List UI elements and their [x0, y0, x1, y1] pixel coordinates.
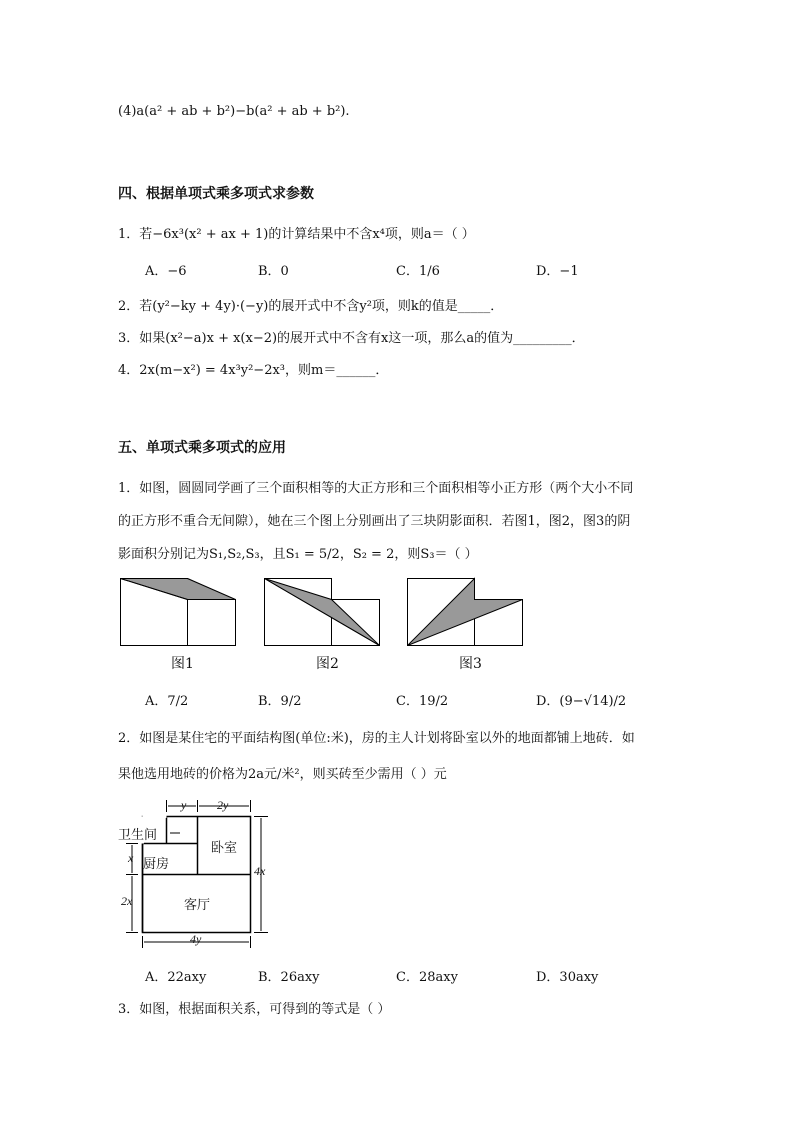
s5-question-3: 3．如图，根据面积关系，可得到的等式是（ ）	[118, 1002, 391, 1017]
s4-question-2: 2．若(y²−ky + 4y)·(−y)的展开式中不含y²项，则k的值是_____．	[118, 299, 504, 314]
s5-q2-option-b[interactable]: B．26axy	[258, 970, 320, 985]
s4-q1-option-d[interactable]: D．−1	[536, 264, 579, 279]
s4-q1-option-c[interactable]: C．1/6	[396, 264, 440, 279]
s4-q1-option-a[interactable]: A．−6	[145, 264, 187, 279]
s5-q2-line1: 2．如图是某住宅的平面结构图(单位:米)，房的主人计划将卧室以外的地面都铺上地砖．如	[118, 731, 635, 746]
section-5-title: 五、单项式乘多项式的应用	[118, 440, 286, 456]
s4-question-1: 1．若−6x³(x² + ax + 1)的计算结果中不含x⁴项，则a＝（ ）	[118, 227, 475, 242]
expression-4: (4)a(a² + ab + b²)−b(a² + ab + b²).	[118, 104, 350, 119]
figure-1-label: 图1	[171, 656, 194, 672]
s5-q1-option-a[interactable]: A．7/2	[145, 694, 189, 709]
s5-q2-option-a[interactable]: A．22axy	[145, 970, 207, 985]
s5-q2-option-d[interactable]: D．30axy	[536, 970, 599, 985]
dim-4x: 4x	[254, 864, 266, 878]
s5-q1-option-d[interactable]: D．(9−√14)/2	[536, 694, 627, 709]
dim-4y: 4y	[190, 932, 202, 946]
dim-2x: 2x	[121, 894, 133, 908]
s4-q1-option-b[interactable]: B．0	[258, 264, 289, 279]
section-4-title: 四、根据单项式乘多项式求参数	[118, 186, 314, 202]
s4-question-4: 4．2x(m−x²) = 4x³y²−2x³，则m＝______．	[118, 363, 389, 378]
figure-2-label: 图2	[316, 656, 339, 672]
dim-x: x	[128, 851, 134, 865]
dim-y: y	[181, 798, 187, 812]
s4-question-3: 3．如果(x²−a)x + x(x−2)的展开式中不含有x这一项，那么a的值为_________．	[118, 331, 585, 346]
plan-kitchen-label: 厨房	[143, 857, 170, 872]
s5-q1-line3: 影面积分别记为S₁,S₂,S₃，且S₁ = 5/2，S₂ = 2，则S₃＝（ ）	[118, 547, 478, 562]
plan-bedroom-label: 卧室	[211, 841, 238, 856]
s5-q1-option-c[interactable]: C．19/2	[396, 694, 449, 709]
plan-living-label: 客厅	[184, 898, 211, 913]
plan-bathroom-label: 卫生间	[118, 828, 158, 843]
s5-q1-line2: 的正方形不重合无间隙），她在三个图上分别画出了三块阴影面积．若图1，图2，图3的阴	[118, 514, 631, 529]
s5-q2-option-c[interactable]: C．28axy	[396, 970, 458, 985]
s5-q2-line2: 果他选用地砖的价格为2a元/米²，则买砖至少需用（ ）元	[118, 767, 447, 782]
s5-q1-line1: 1．如图，圆圆同学画了三个面积相等的大正方形和三个面积相等小正方形（两个大小不同	[118, 481, 634, 496]
dim-2y: 2y	[217, 798, 229, 812]
figure-3-label: 图3	[459, 656, 482, 672]
s5-q1-option-b[interactable]: B．9/2	[258, 694, 302, 709]
